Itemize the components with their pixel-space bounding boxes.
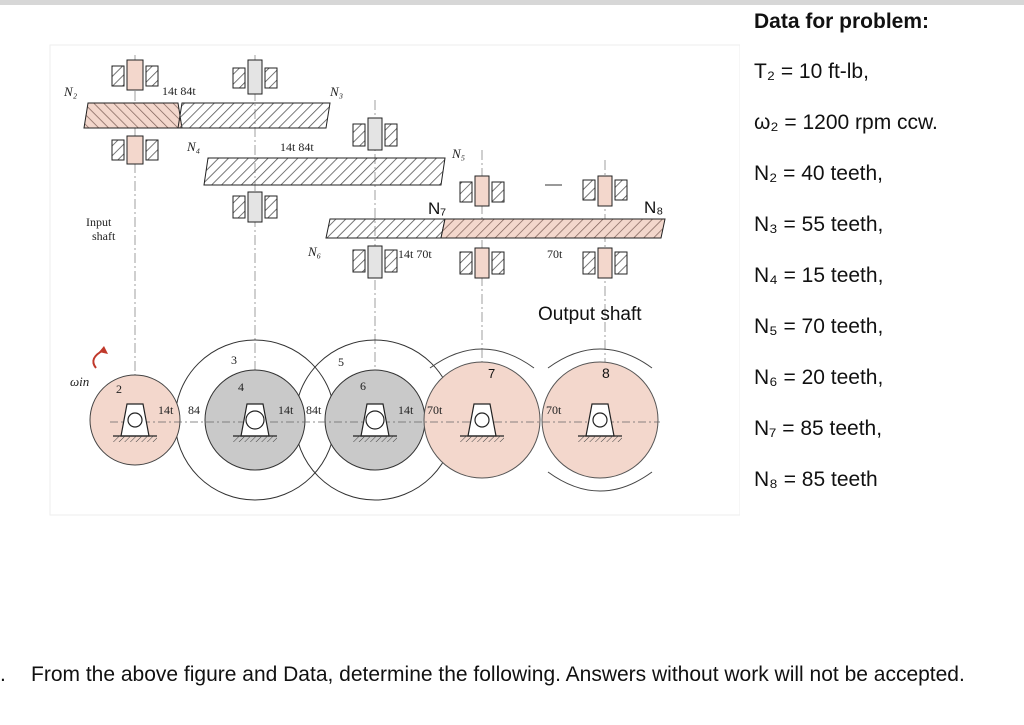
label-n3: N₃ [330, 84, 344, 99]
label-top-14t-84t-a: 14t 84t [162, 84, 196, 98]
gear-n2-band [84, 103, 182, 128]
label-omega-in: ωin [70, 374, 90, 389]
question-text: From the above figure and Data, determine the following. Answers without work will not be accepted. [31, 663, 965, 686]
data-item-n5: N₅ = 70 teeth, [754, 315, 884, 338]
label-top-70t: 70t [547, 247, 563, 261]
label-node-7: 7 [488, 366, 496, 381]
label-top-14t-70t: 14t 70t [398, 247, 432, 261]
label-n2: N₂ [64, 84, 78, 99]
label-node-8: 8 [602, 365, 610, 381]
data-item-n4: N₄ = 15 teeth, [754, 264, 884, 287]
label-n7: N₇ [428, 199, 447, 218]
label-n8: N₈ [644, 198, 664, 217]
label-bottom-70t-c: 70t [427, 403, 443, 417]
label-input-shaft-line2: shaft [92, 229, 116, 243]
gear-n6-band [326, 219, 445, 238]
label-bottom-84t-b: 84t [306, 403, 322, 417]
label-bottom-14t-a: 14t [158, 403, 174, 417]
label-n5: N₅ [452, 146, 466, 161]
label-node-3: 3 [231, 353, 237, 367]
data-panel [754, 8, 1019, 517]
label-output-shaft: Output shaft [538, 304, 642, 325]
gear-n3-band [204, 158, 445, 185]
label-node-5: 5 [338, 355, 344, 369]
question [0, 660, 1010, 689]
question-number: . [0, 663, 6, 686]
data-item-n2: N₂ = 40 teeth, [754, 162, 883, 185]
label-n6: N₆ [308, 244, 322, 259]
label-bottom-14t-b: 14t [278, 403, 294, 417]
label-top-14t-84t-b: 14t 84t [280, 140, 314, 154]
gear-n4-band [178, 103, 330, 128]
label-bottom-14t-c: 14t [398, 403, 414, 417]
data-item-torque: T₂ = 10 ft-lb, [754, 60, 869, 83]
data-item-n8: N₈ = 85 teeth [754, 468, 878, 491]
data-item-omega: ω₂ = 1200 rpm ccw. [754, 111, 938, 134]
label-node-6: 6 [360, 379, 366, 393]
label-bottom-70t-d: 70t [546, 403, 562, 417]
label-node-2: 2 [116, 382, 122, 396]
label-node-4: 4 [238, 380, 244, 394]
label-bottom-84-a: 84 [188, 403, 200, 417]
data-item-n6: N₆ = 20 teeth, [754, 366, 884, 389]
data-panel-title: Data for problem: [754, 10, 930, 33]
gear-n7-n8-band [441, 219, 665, 238]
label-n4: N₄ [187, 139, 201, 154]
label-input-shaft-line1: Input [86, 215, 112, 229]
data-item-n3: N₃ = 55 teeth, [754, 213, 884, 236]
data-item-n7: N₇ = 85 teeth, [754, 417, 883, 440]
